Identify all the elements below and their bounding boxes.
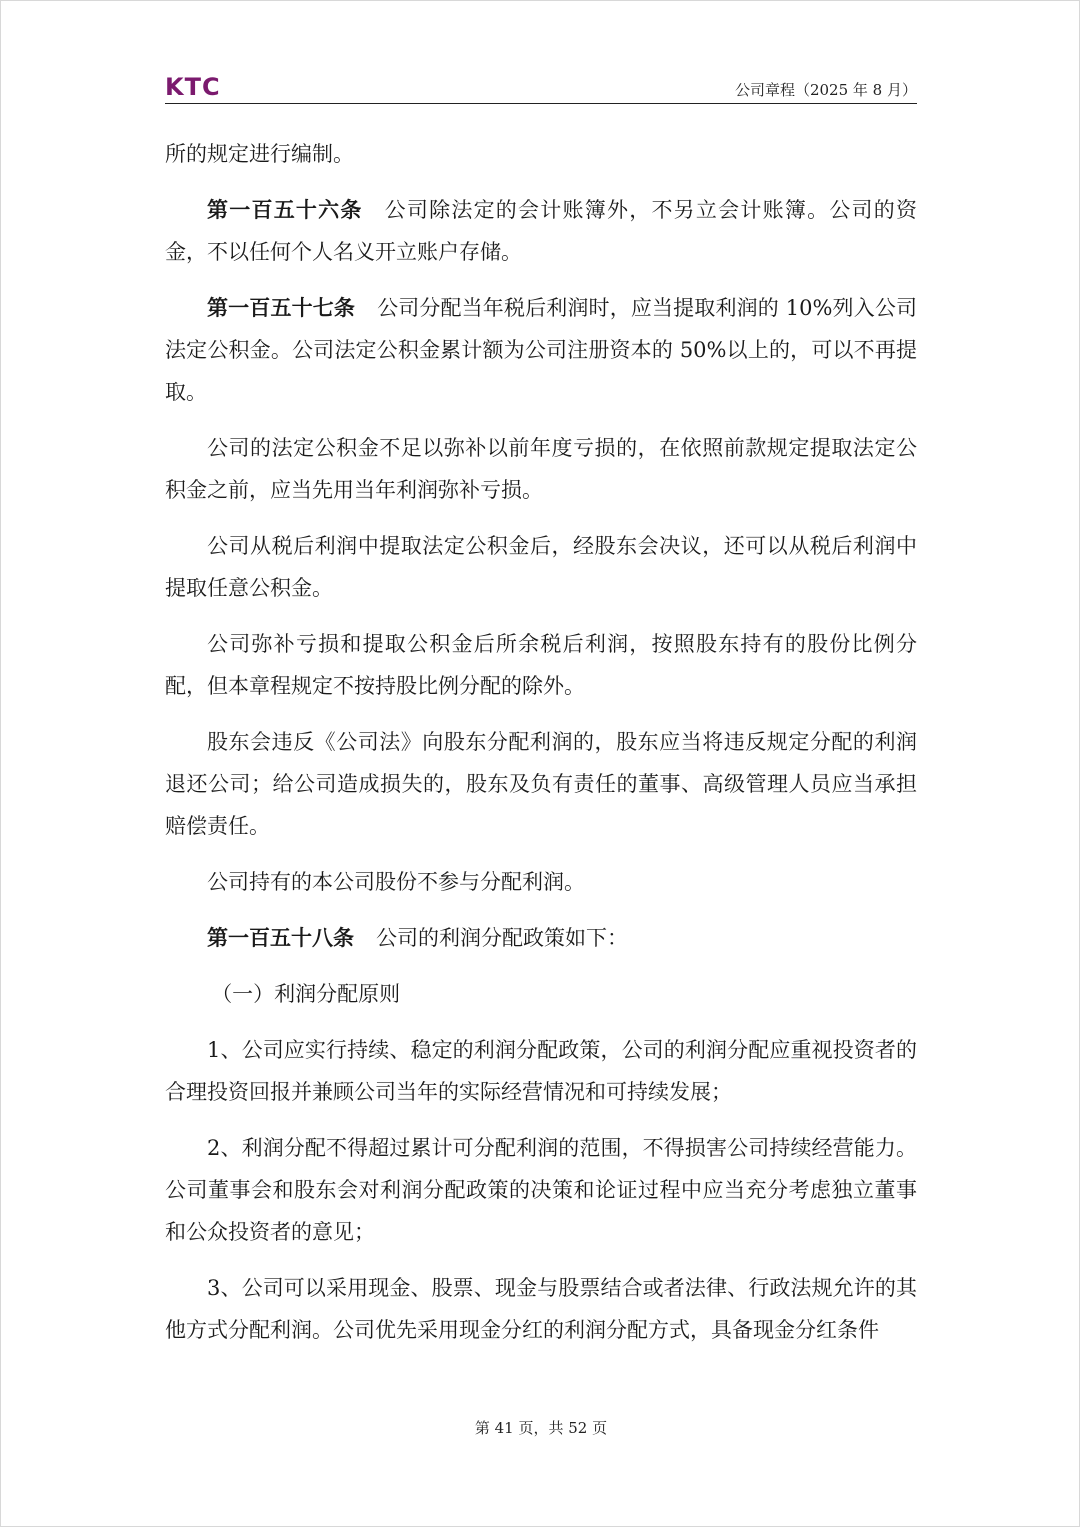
page-footer bbox=[1, 1417, 1080, 1438]
paragraph bbox=[165, 623, 917, 707]
article-paragraph bbox=[165, 917, 917, 959]
article-paragraph bbox=[165, 287, 917, 413]
paragraph-text: 股东会违反《公司法》向股东分配利润的，股东应当将违反规定分配的利润退还公司；给公司造成损失的，股东及负有责任的董事、高级管理人员应当承担赔偿责任。 bbox=[165, 730, 917, 838]
paragraph-text: 公司分配当年税后利润时，应当提取利润的 10%列入公司法定公积金。公司法定公积金累计额为公司注册资本的 50%以上的，可以不再提取。 bbox=[165, 296, 918, 404]
paragraph-text: 公司的法定公积金不足以弥补以前年度亏损的，在依照前款规定提取法定公积金之前，应当先用当年利润弥补亏损。 bbox=[165, 436, 917, 502]
paragraph-text: 1、公司应实行持续、稳定的利润分配政策，公司的利润分配应重视投资者的合理投资回报并兼顾公司当年的实际经营情况和可持续发展； bbox=[165, 1038, 917, 1104]
paragraph-text: 3、公司可以采用现金、股票、现金与股票结合或者法律、行政法规允许的其他方式分配利润。公司优先采用现金分红的利润分配方式，具备现金分红条件 bbox=[165, 1276, 917, 1342]
article-number: 第一百五十七条 bbox=[207, 296, 356, 320]
list-item bbox=[165, 1267, 917, 1351]
paragraph bbox=[165, 861, 917, 903]
document-body bbox=[165, 133, 917, 1365]
paragraph-text: 公司的利润分配政策如下： bbox=[376, 926, 628, 950]
paragraph bbox=[165, 133, 917, 175]
page-header bbox=[165, 73, 917, 104]
page-number: 第 41 页，共 52 页 bbox=[474, 1419, 608, 1437]
paragraph bbox=[165, 525, 917, 609]
paragraph-text: 公司弥补亏损和提取公积金后所余税后利润，按照股东持有的股份比例分配，但本章程规定不按持股比例分配的除外。 bbox=[165, 632, 917, 698]
section-heading bbox=[165, 973, 917, 1015]
paragraph-text: （一）利润分配原则 bbox=[211, 982, 401, 1006]
list-item bbox=[165, 1127, 917, 1253]
paragraph-text: 2、利润分配不得超过累计可分配利润的范围，不得损害公司持续经营能力。公司董事会和股东会对利润分配政策的决策和论证过程中应当充分考虑独立董事和公众投资者的意见； bbox=[165, 1136, 917, 1244]
document-title: 公司章程（2025 年 8 月） bbox=[734, 81, 917, 99]
paragraph-text: 公司持有的本公司股份不参与分配利润。 bbox=[207, 870, 585, 894]
paragraph-text: 所的规定进行编制。 bbox=[165, 142, 354, 166]
paragraph-text: 公司除法定的会计账簿外，不另立会计账簿。公司的资金，不以任何个人名义开立账户存储。 bbox=[165, 198, 918, 264]
paragraph bbox=[165, 427, 917, 511]
paragraph-text: 公司从税后利润中提取法定公积金后，经股东会决议，还可以从税后利润中提取任意公积金。 bbox=[165, 534, 917, 600]
paragraph bbox=[165, 721, 917, 847]
list-item bbox=[165, 1029, 917, 1113]
article-number: 第一百五十八条 bbox=[207, 926, 354, 950]
company-logo: KTC bbox=[165, 73, 221, 101]
article-paragraph bbox=[165, 189, 917, 273]
article-number: 第一百五十六条 bbox=[207, 198, 363, 222]
